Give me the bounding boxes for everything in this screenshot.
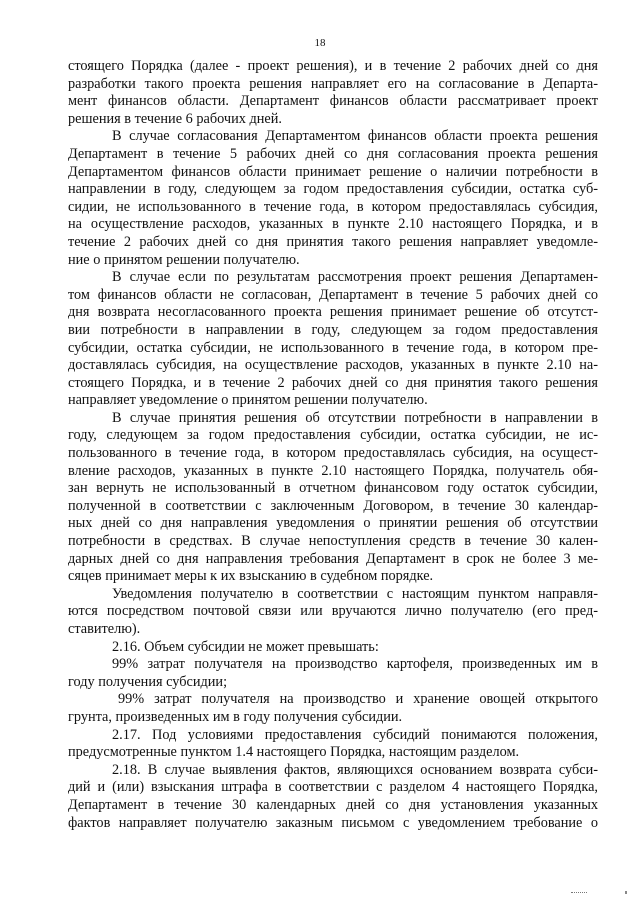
text-line: стоящего Порядка, и в течение 2 рабочих дней со дня принятия такого решения	[68, 374, 598, 391]
paragraph-first-line: 2.18. В случае выявления фактов, являющихся основанием возврата субси-	[112, 761, 598, 778]
clause-heading: 2.16. Объем субсидии не может превышать:	[112, 638, 379, 655]
text-line: грунта, произведенных им в году получения субсидии.	[68, 708, 403, 725]
paragraph-first-line: 2.17. Под условиями предоставления субсидий понимаются положения,	[112, 726, 598, 743]
text-line: полученной в соответствии с заключенным Договором, в течение 30 календар-	[68, 497, 598, 514]
text-line: потребности в средствах. В случае непоступления средств в течение 30 кален-	[68, 533, 598, 550]
text-line: направляет уведомление о принятом решении получателю.	[68, 392, 428, 409]
text-line: на осуществление расходов, указанных в пункте 2.10 настоящего Порядка, и в	[68, 216, 598, 233]
text-line: направлении в году, следующем за годом предоставления субсидии, остатка суб-	[68, 181, 598, 198]
text-line: Департаментом финансов области принимает решение о наличии потребности в	[68, 163, 598, 180]
text-line: том финансов области не согласован, Департамент в течение 5 рабочих дней со	[68, 286, 598, 303]
text-line: вление расходов, указанных в пункте 2.10 настоящего Порядка, получатель обя-	[68, 462, 598, 479]
text-line: ных дней со дня направления уведомления о принятии решения об отсутствии	[68, 515, 598, 532]
paragraph-first-line: В случае принятия решения об отсутствии потребности в направлении в	[112, 409, 598, 426]
text-line: дий и (или) взыскания штрафа в соответствии с разделом 4 настоящего Порядка,	[68, 779, 598, 796]
text-line: дня возврата несогласованного проекта решения принимает решение об отсутст-	[68, 304, 598, 321]
paragraph-first-line: В случае согласования Департаментом финансов области проекта решения	[112, 128, 598, 145]
text-line: ются посредством почтовой связи или вручаются лично получателю (его пред-	[68, 603, 598, 620]
list-item-first-line: 99% затрат получателя на производство картофеля, произведенных им в	[112, 656, 598, 673]
document-body	[68, 58, 598, 832]
page-number: 18	[314, 37, 326, 49]
text-line: сяцев принимает меры к их взысканию в судебном порядке.	[68, 568, 434, 585]
text-line: году получения субсидии;	[68, 673, 228, 690]
text-line: разработки такого проекта решения направляет его на согласование в Департа-	[68, 75, 598, 92]
text-line: ставителю).	[68, 621, 141, 637]
text-line: фактов направляет получателю заказным письмом с уведомлением требование о	[68, 814, 598, 831]
text-line: стоящего Порядка (далее - проект решения), и в течение 2 рабочих дней со дня	[68, 58, 598, 74]
text-line: году, следующем за годом предоставления субсидии, остатка субсидии, не ис-	[68, 427, 598, 444]
text-line: решения в течение 6 рабочих дней.	[68, 110, 282, 127]
list-item-first-line: 99% затрат получателя на производство и хранение овощей открытого	[118, 691, 598, 708]
text-line: доставлялась субсидия, на осуществление расходов, указанных в пункте 2.10 на-	[68, 357, 598, 374]
text-line: пользованного в течение года, в котором предоставлялась субсидия, на осущест-	[68, 445, 598, 462]
text-line: субсидии, остатка субсидии, не использованного в течение года, в котором пре-	[68, 339, 598, 356]
scan-mark	[625, 891, 627, 894]
text-line: сидии, не использованного в течение года, в котором предоставлялась субсидия,	[68, 198, 598, 215]
text-line: дарных дней со дня направления требования Департамент в срок не более 3 ме-	[68, 550, 598, 567]
scan-mark	[571, 892, 587, 895]
paragraph-first-line: Уведомления получателю в соответствии с настоящим пунктом направля-	[112, 585, 598, 602]
text-line: предусмотренные пунктом 1.4 настоящего Порядка, настоящим разделом.	[68, 744, 520, 761]
text-line: вии потребности в направлении в году, следующем за годом предоставления	[68, 321, 598, 338]
text-line: ние о принятом решении получателю.	[68, 251, 300, 268]
text-line: зан вернуть не использованный в отчетном финансовом году остаток субсидии,	[68, 480, 598, 497]
text-line: мент финансов области. Департамент финансов области рассматривает проект	[68, 93, 598, 110]
text-line: течение 2 рабочих дней со дня принятия такого решения направляет уведомле-	[68, 233, 598, 250]
paragraph-first-line: В случае если по результатам рассмотрения проект решения Департамен-	[112, 269, 598, 286]
text-line: Департамент в течение 5 рабочих дней со дня согласования проекта решения	[68, 145, 598, 162]
text-line: Департамент в течение 30 календарных дней со дня установления указанных	[68, 796, 598, 813]
